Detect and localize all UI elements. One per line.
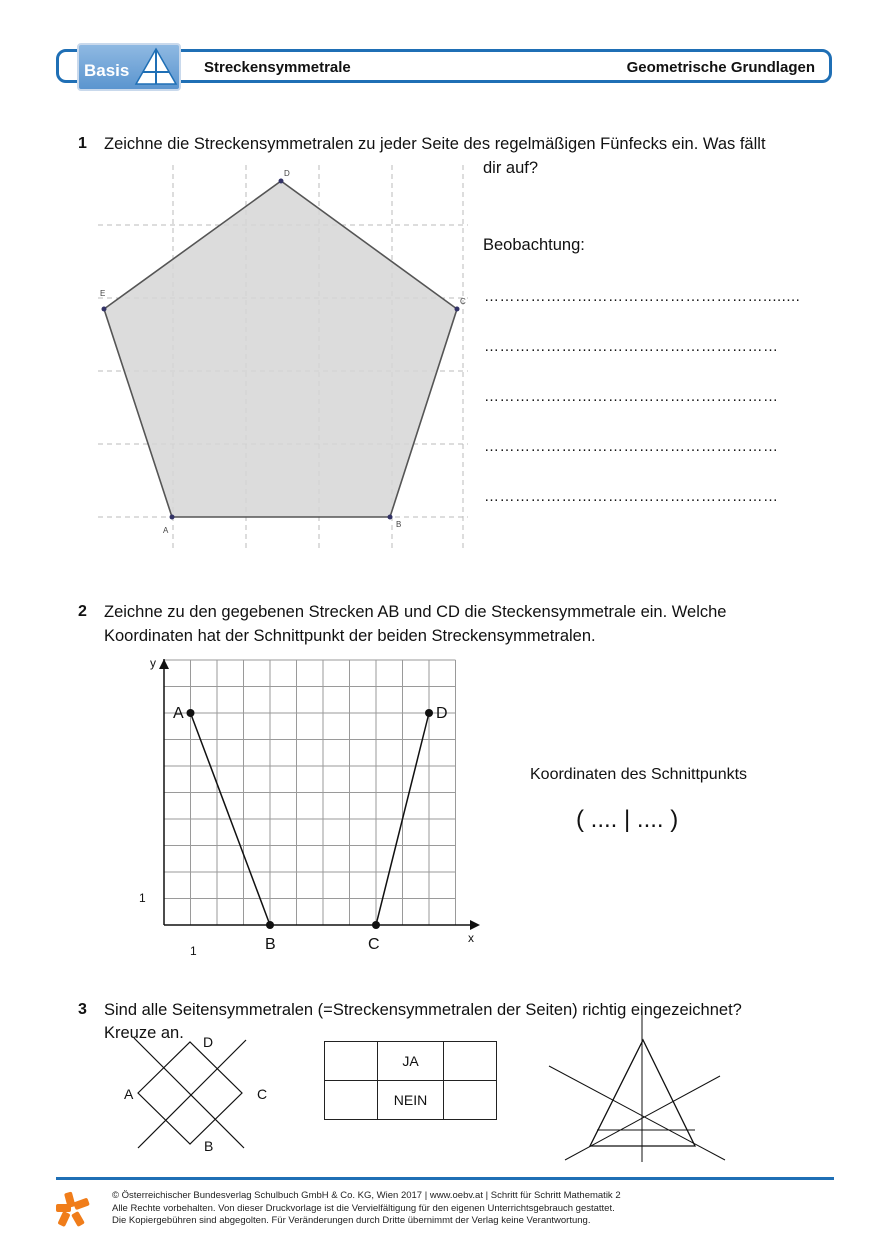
footer-line-3: Die Kopiergebühren sind abgegolten. Für Veränderungen durch Dritte übernimmt der Verlag keine Verantwortung. [112, 1215, 591, 1226]
x-axis-arrow-icon [470, 920, 480, 930]
point-b [266, 921, 274, 929]
observation-label: Beobachtung: [483, 236, 585, 254]
task3-text-line2: Kreuze an. [104, 1024, 184, 1042]
page-title: Streckensymmetrale [204, 59, 351, 76]
point-label-b: B [265, 936, 276, 953]
footer-divider [56, 1177, 834, 1180]
table-yes-label: JA [377, 1042, 444, 1081]
task1-text-line1: Zeichne die Streckensymmetralen zu jeder Seite des regelmäßigen Fünfecks ein. Was fällt [104, 135, 766, 153]
pentagon-vertex-b: B [396, 520, 402, 529]
pentagon-figure [98, 165, 468, 550]
answer-line-1[interactable]: ………………………………………………........ [484, 288, 801, 305]
x-tick-label: 1 [190, 944, 197, 958]
table-cell-check-square-yes[interactable] [325, 1042, 378, 1081]
square-vertex-b: B [204, 1138, 214, 1154]
square-vertex-a: A [124, 1086, 134, 1102]
table-cell-check-triangle-no[interactable] [444, 1081, 497, 1120]
triangle-logo-icon [134, 46, 178, 88]
footer-line-2: Alle Rechte vorbehalten. Von dieser Druckvorlage ist die Vervielfältigung für den eigenen Unterrichtsgebrauch gestattet. [112, 1202, 615, 1214]
y-tick-label: 1 [139, 891, 146, 905]
coordinate-grid [130, 645, 490, 965]
square-vertex-c: C [257, 1086, 268, 1102]
answer-table [324, 1041, 497, 1120]
task2-number: 2 [78, 603, 87, 620]
triangle-figure [545, 1012, 730, 1167]
task1-number: 1 [78, 135, 87, 152]
section-title: Geometrische Grundlagen [626, 59, 815, 76]
logo-text: Basis [84, 61, 130, 80]
task3-text-line1: Sind alle Seitensymmetralen (=Streckensymmetralen der Seiten) richtig eingezeichnet? [104, 1001, 742, 1019]
pentagon-vertex-a: A [163, 526, 169, 535]
table-no-label: NEIN [377, 1081, 444, 1120]
task2-text-line2: Koordinaten hat der Schnittpunkt der beiden Streckensymmetralen. [104, 627, 596, 645]
point-a [187, 709, 195, 717]
task1-text-line2: dir auf? [483, 159, 539, 177]
x-axis-label: x [468, 931, 474, 945]
square-vertex-d: D [203, 1034, 214, 1050]
coords-answer[interactable]: ( .... | .... ) [576, 806, 679, 833]
table-cell-check-triangle-yes[interactable] [444, 1042, 497, 1081]
pentagon-vertex-c: C [460, 297, 466, 306]
answer-line-4[interactable]: ………………………………………………… [484, 438, 779, 455]
coords-label: Koordinaten des Schnittpunkts [530, 766, 748, 783]
task3-number: 3 [78, 1001, 87, 1018]
point-label-c: C [368, 936, 380, 953]
answer-line-3[interactable]: ………………………………………………… [484, 388, 779, 405]
pentagon-shape [104, 181, 457, 517]
square-figure [118, 1030, 278, 1160]
pentagon-vertex-e: E [100, 289, 106, 298]
publisher-star-icon [54, 1190, 90, 1228]
task2-text-line1: Zeichne zu den gegebenen Strecken AB und CD die Steckensymmetrale ein. Welche [104, 603, 727, 621]
point-label-a: A [173, 705, 184, 722]
point-d [425, 709, 433, 717]
table-cell-check-square-no[interactable] [325, 1081, 378, 1120]
footer-line-1: © Österreichischer Bundesverlag Schulbuch GmbH & Co. KG, Wien 2017 | www.oebv.at | Schritt für Schritt Mathematik 2 [112, 1190, 621, 1201]
point-label-d: D [436, 705, 448, 722]
pentagon-vertex-d: D [284, 169, 290, 178]
answer-line-2[interactable]: ………………………………………………… [484, 338, 779, 355]
y-axis-label: y [150, 656, 156, 670]
answer-line-5[interactable]: ………………………………………………… [484, 488, 779, 505]
footer-copyright [112, 1190, 621, 1228]
point-c [372, 921, 380, 929]
